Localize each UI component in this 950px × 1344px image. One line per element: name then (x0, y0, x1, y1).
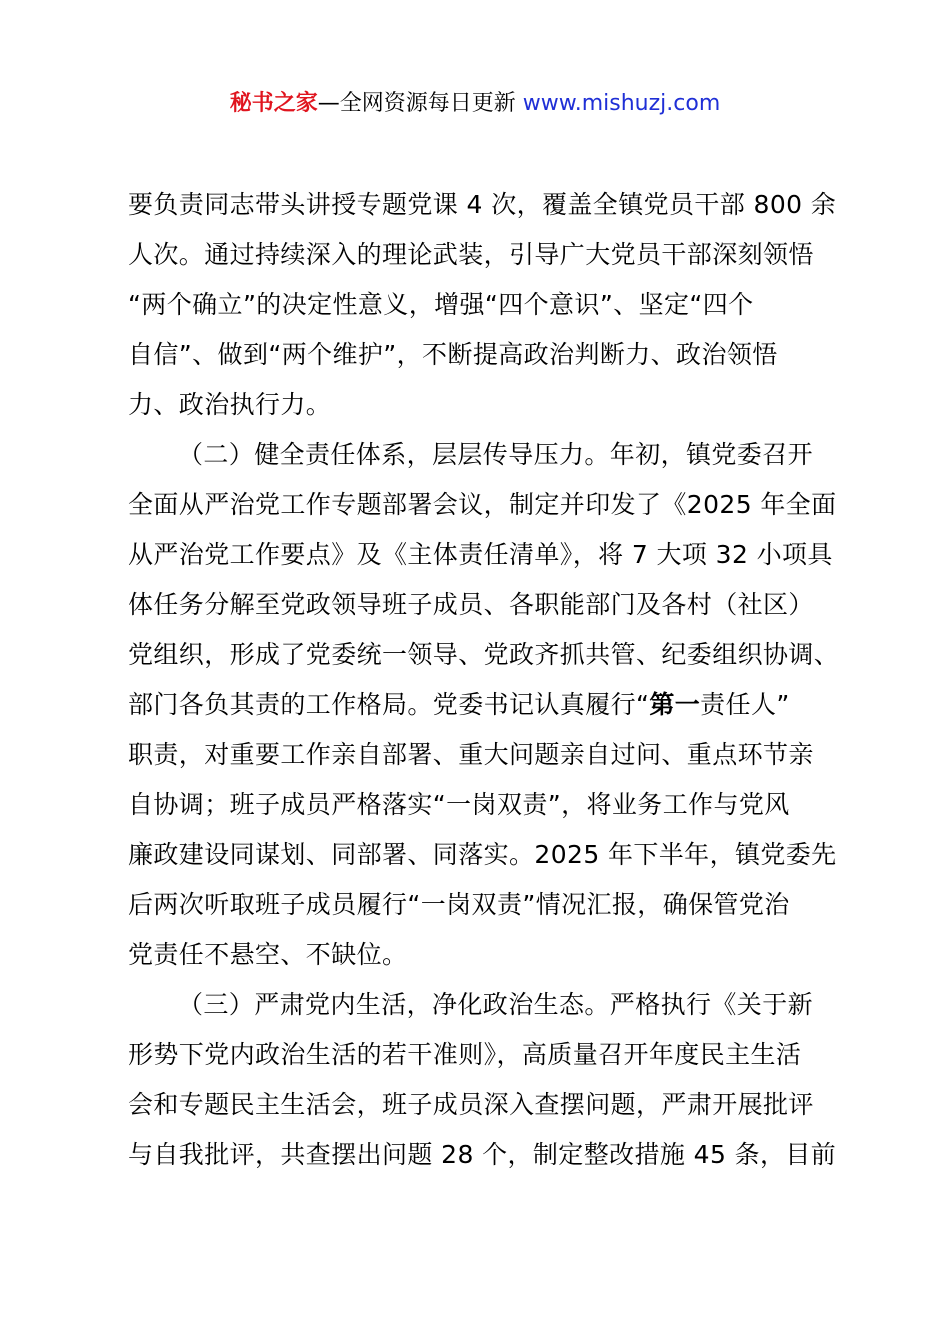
site-url-link[interactable]: www.mishuzj.com (522, 91, 721, 116)
text-line: 自协调；班子成员严格落实“一岗双责”，将业务工作与党风 (128, 790, 790, 819)
text-line: 会和专题民主生活会，班子成员深入查摆问题，严肃开展批评 (128, 1090, 814, 1119)
text-line-mixed (128, 680, 848, 730)
text-line: 党组织，形成了党委统一领导、党政齐抓共管、纪委组织协调、 (128, 640, 840, 669)
document-body (128, 180, 848, 1180)
text-line: 自信”、做到“两个维护”，不断提高政治判断力、政治领悟 (128, 340, 778, 369)
text-line: 廉政建设同谋划、同部署、同落实。2025 年下半年，镇党委先 (128, 840, 837, 869)
text-line: 从严治党工作要点》及《主体责任清单》，将 7 大项 32 小项具 (128, 540, 833, 569)
section-heading-line: （三）严肃党内生活，净化政治生态。严格执行《关于新 (178, 990, 814, 1019)
brand-name: 秘书之家 (229, 91, 318, 116)
text-line: 形势下党内政治生活的若干准则》，高质量召开年度民主生活 (128, 1040, 802, 1069)
text-segment: 责任人” (700, 690, 790, 719)
text-line: 后两次听取班子成员履行“一岗双责”情况汇报，确保管党治 (128, 890, 790, 919)
text-line: 人次。通过持续深入的理论武装，引导广大党员干部深刻领悟 (128, 240, 814, 269)
section-heading-line: （二）健全责任体系，层层传导压力。年初，镇党委召开 (178, 440, 814, 469)
bold-text: 第一 (649, 690, 701, 719)
text-line: “两个确立”的决定性意义，增强“四个意识”、坚定“四个 (128, 290, 754, 319)
text-line: 要负责同志带头讲授专题党课 4 次，覆盖全镇党员干部 800 余 (128, 190, 837, 219)
site-header (0, 88, 950, 120)
text-line: 全面从严治党工作专题部署会议，制定并印发了《2025 年全面 (128, 490, 837, 519)
text-line: 力、政治执行力。 (128, 390, 332, 419)
header-tagline: —全网资源每日更新 (317, 91, 523, 116)
text-line: 体任务分解至党政领导班子成员、各职能部门及各村（社区） (128, 590, 814, 619)
text-line: 职责，对重要工作亲自部署、重大问题亲自过问、重点环节亲 (128, 740, 814, 769)
text-segment: 部门各负其责的工作格局。党委书记认真履行“ (128, 690, 650, 719)
text-line: 与自我批评，共查摆出问题 28 个，制定整改措施 45 条，目前 (128, 1140, 837, 1169)
text-line: 党责任不悬空、不缺位。 (128, 940, 408, 969)
